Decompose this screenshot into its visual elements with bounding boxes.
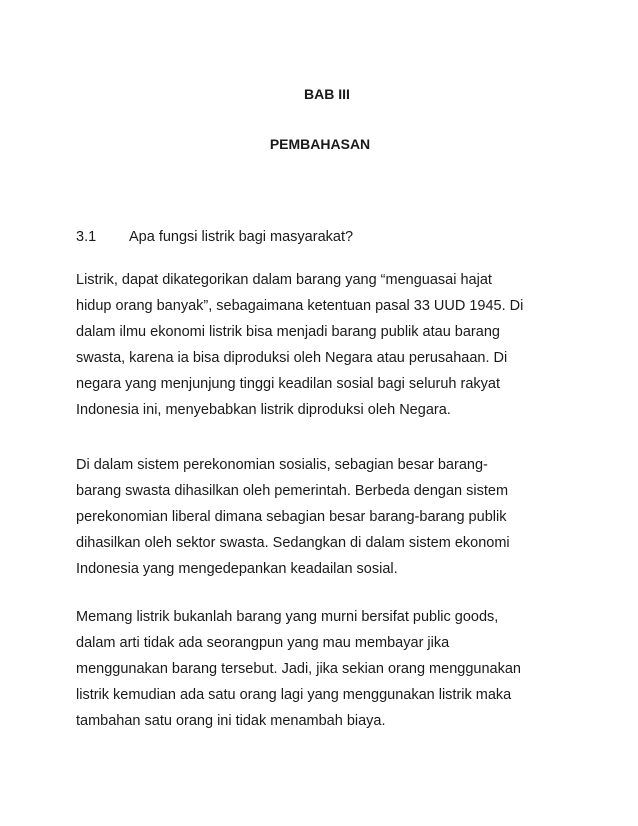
paragraph-line: negara yang menjunjung tinggi keadilan sosial bagi seluruh rakyat	[76, 376, 500, 392]
paragraph-line: tambahan satu orang ini tidak menambah biaya.	[76, 713, 386, 729]
paragraph-line: Di dalam sistem perekonomian sosialis, sebagian besar barang-	[76, 457, 488, 473]
paragraph-line: dalam arti tidak ada seorangpun yang mau membayar jika	[76, 635, 450, 651]
paragraph	[76, 452, 576, 582]
paragraph-line: swasta, karena ia bisa diproduksi oleh Negara atau perusahaan. Di	[76, 350, 508, 366]
paragraph-line: barang swasta dihasilkan oleh pemerintah. Berbeda dengan sistem	[76, 483, 509, 499]
chapter-label: BAB III	[304, 86, 350, 102]
paragraph-line: Listrik, dapat dikategorikan dalam barang yang “menguasai hajat	[76, 272, 492, 288]
paragraph-line: dalam ilmu ekonomi listrik bisa menjadi barang publik atau barang	[76, 324, 500, 340]
paragraph-line: dihasilkan oleh sektor swasta. Sedangkan di dalam sistem ekonomi	[76, 535, 510, 551]
paragraph-line: perekonomian liberal dimana sebagian besar barang-barang publik	[76, 509, 507, 525]
paragraph-line: Indonesia yang mengedepankan keadailan sosial.	[76, 561, 398, 577]
paragraph-line: Indonesia ini, menyebabkan listrik diproduksi oleh Negara.	[76, 402, 451, 418]
paragraph	[76, 604, 576, 734]
chapter-title: PEMBAHASAN	[269, 136, 371, 152]
section-number: 3.1	[76, 229, 97, 245]
paragraph-line: hidup orang banyak”, sebagaimana ketentuan pasal 33 UUD 1945. Di	[76, 298, 524, 314]
paragraph-line: menggunakan barang tersebut. Jadi, jika sekian orang menggunakan	[76, 661, 521, 677]
section-heading	[76, 229, 353, 245]
paragraph-line: Memang listrik bukanlah barang yang murni bersifat public goods,	[76, 609, 499, 625]
section-title: Apa fungsi listrik bagi masyarakat?	[129, 229, 354, 245]
paragraph	[76, 267, 576, 423]
paragraph-line: listrik kemudian ada satu orang lagi yang menggunakan listrik maka	[76, 687, 512, 703]
